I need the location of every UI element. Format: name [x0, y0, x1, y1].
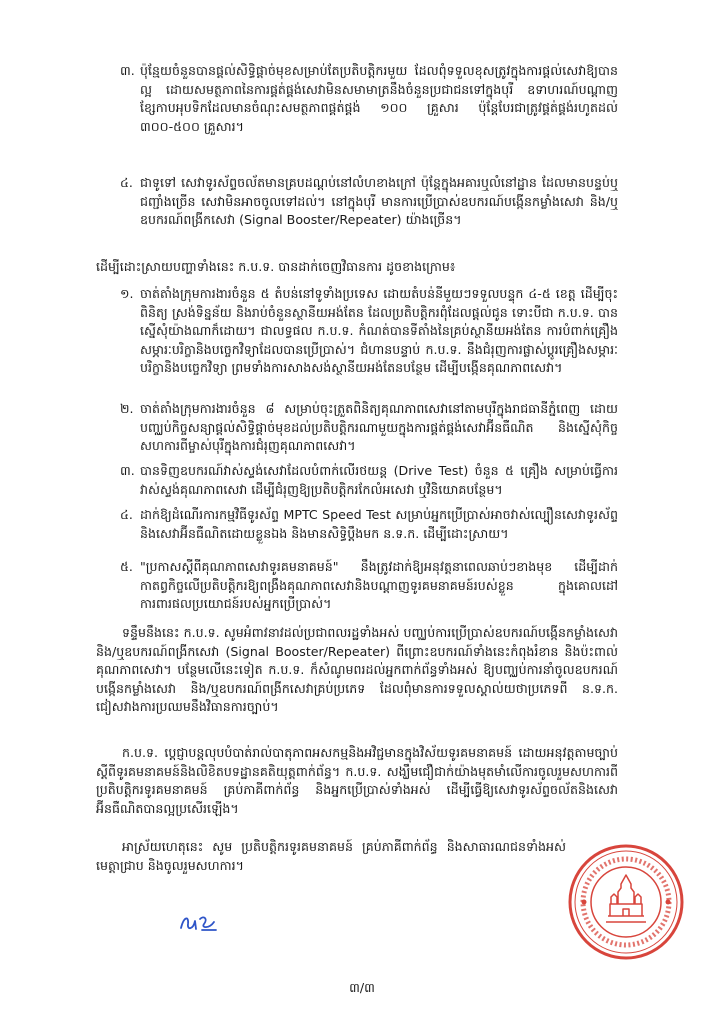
paragraph-commitment: ក.ប.ទ. ប្តេជ្ញាបន្តលុបបំបាត់រាល់បាតុភាពអសកម្មនិងអវិជ្ជមានក្នុងវិស័យទូរគមនាគមន៍ ដោយអនុវត្តតាមច្បាប់ស្តីពីទូរគមនាគមន៍និងលិខិតបទដ្ឋានគតិយុត្តពាក់ព័ន្ធ។ ក.ប.ទ. សង្ឃឹមជឿជាក់យ៉ាងមុតមាំលើការចូលរួមសហការពីប្រតិបត្តិករទូរគមនាគមន៍ គ្រប់ភាគីពាក់ព័ន្ធ និងអ្នកប្រើប្រាស់ទាំងអស់ ដើម្បីធ្វើឱ្យសេវាទូរស័ព្ទចល័តនិងសេវាអ៊ីនធឺណិតបានល្អប្រសើរឡើង។: [96, 745, 618, 816]
measures-intro: ដើម្បីដោះស្រាយបញ្ហាទាំងនេះ ក.ប.ទ. បានដាក់ចេញវិធានការ ដូចខាងក្រោម៖: [96, 259, 456, 274]
page-number: ៣/៣: [349, 980, 375, 995]
list2-item-5-text: "ប្រកាសស្តីពីគុណភាពសេវាទូរគមនាគមន៍" នឹងត្រូវដាក់ឱ្យអនុវត្តនាពេលឆាប់ៗខាងមុខ ដើម្បីដាក់កាតព្វកិច្ចលើប្រតិបត្តិករឱ្យពង្រឹងគុណភាពសេវានិងបណ្តាញទូរគមនាគមន៍របស់ខ្លួន ក្នុងគោលដៅការពារផលប្រយោជន៍របស់អ្នកប្រើប្រាស់។: [140, 559, 618, 612]
list2-item-1-number: ១.: [120, 286, 134, 301]
list1-item-3-number: ៣.: [120, 63, 135, 78]
list2-item-1-text: ចាត់តាំងក្រុមការងារចំនួន ៥ តំបន់នៅទូទាំងប្រទេស ដោយតំបន់នីមួយៗទទួលបន្ទុក ៤-៥ ខេត្ត ដើម្បីចុះពិនិត្យ ស្រង់ទិន្នន័យ និងរាប់ចំនួនស្ថានីយអង់តែន ដែលប្រតិបត្តិករពុំដែលផ្តល់ជូន ទោះបីជា ក.ប.ទ. បានស្នើសុំយ៉ាងណាក៏ដោយ។ ជាលទ្ធផល ក.ប.ទ. កំណត់បានទីតាំងនៃគ្រប់ស្ថានីយអង់តែន ការបំពាក់គ្រឿងសម្ភារៈបរិក្ខានិងបច្ចេកវិទ្យាដែលបានប្រើប្រាស់។ ជំហានបន្ទាប់ ក.ប.ទ. នឹងជំរុញការផ្លាស់ប្តូរគ្រឿងសម្ភារៈបរិក្ខានិងបច្ចេកវិទ្យា ព្រមទាំងការសាងសង់ស្ថានីយអង់តែនបន្ថែម ដើម្បីបង្កើនគុណភាពសេវា។: [140, 286, 618, 376]
paragraph-appeal: ទន្ទឹមនឹងនេះ ក.ប.ទ. សូមអំពាវនាវដល់ប្រជាពលរដ្ឋទាំងអស់ បញ្ឈប់ការប្រើប្រាស់ឧបករណ៍បង្កើនកម្លាំងសេវា និង/ឬឧបករណ៍ពង្រីកសេវា (Signal Booster/Repeater) ពីព្រោះឧបករណ៍ទាំងនេះកំពុងរំខាន និងប៉ះពាល់គុណភាពសេវា។ បន្ថែមលើនេះទៀត ក.ប.ទ. ក៏សំណូមពរដល់អ្នកពាក់ព័ន្ធទាំងអស់ ឱ្យបញ្ឈប់ការនាំចូលឧបករណ៍បង្កើនកម្លាំងសេវា និង/ឬឧបករណ៍ពង្រីកសេវាគ្រប់ប្រភេទ ដែលពុំមានការទទួលស្គាល់យថាប្រភេទពី ន.ទ.ក. ជៀសវាងការប្រឈមនឹងវិធានការច្បាប់។: [96, 625, 618, 715]
list1-item-4-number: ៤.: [120, 175, 133, 190]
signature-mark: [178, 912, 220, 934]
official-seal-icon: [566, 842, 686, 962]
list2-item-3-text: បានទិញឧបករណ៍វាស់ស្ទង់សេវាដែលបំពាក់លើរថយន្ត (Drive Test) ចំនួន ៥ គ្រឿង សម្រាប់ធ្វើការវាស់ស្ទង់គុណភាពសេវា ដើម្បីជំរុញឱ្យប្រតិបត្តិករកែលំអសេវា ឬវិនិយោគបន្ថែម។: [140, 463, 618, 497]
list1-item-4-text: ជាទូទៅ សេវាទូរស័ព្ទចល័តមានគ្របដណ្តប់នៅលំហខាងក្រៅ ប៉ុន្តែក្នុងអគារឬលំនៅដ្ឋាន ដែលមានបន្ទប់ឬជញ្ជាំងច្រើន សេវាមិនអាចចូលទៅដល់។ នៅក្នុងបុរី មានការប្រើប្រាស់ឧបករណ៍បង្កើនកម្លាំងសេវា និង/ឬឧបករណ៍ពង្រីកសេវា (Signal Booster/Repeater) យ៉ាងច្រើន។: [140, 175, 618, 228]
list2-item-2-number: ២.: [120, 401, 134, 416]
list2-item-3-number: ៣.: [120, 463, 135, 478]
list1-item-3-text: ប៉ុន្មែយចំនួនបានផ្តល់សិទ្ធិផ្តាច់មុខសម្រាប់តែប្រតិបត្តិករមួយ ដែលពុំទទួលខុសត្រូវក្នុងការផ្តល់សេវាឱ្យបានល្អ ដោយសមត្ថភាពនៃការផ្គត់ផ្គង់សេវាមិនសមាមាត្រនឹងចំនួនប្រជាជនទៅក្នុងបុរី ឧទាហរណ៍បណ្តាញខ្សែកាបអុបទិកដែលមានចំណុះសមត្ថភាពផ្គត់ផ្គង់ ១០០ គ្រួសារ ប៉ុន្តែបែរជាត្រូវផ្គត់ផ្គង់រហូតដល់ ៣០០-៥០០ គ្រួសារ។: [140, 63, 618, 134]
paragraph-conclusion: អាស្រ័យហេតុនេះ សូម ប្រតិបត្តិករទូរគមនាគមន៍ គ្រប់ភាគីពាក់ព័ន្ធ និងសាធារណជនទាំងអស់ មេត្តាជ្រាប និងចូលរួមសហការ។: [96, 839, 566, 873]
list2-item-2-text: ចាត់តាំងក្រុមការងារចំនួន ៨ សម្រាប់ចុះត្រួតពិនិត្យគុណភាពសេវានៅតាមបុរីក្នុងរាជធានីភ្នំពេញ ដោយបញ្ឈប់កិច្ចសន្យាផ្តល់សិទ្ធិផ្តាច់មុខដល់ប្រតិបត្តិករណាមួយក្នុងការផ្គត់ផ្គង់សេវាអ៊ីនធឺណិត និងស្នើសុំកិច្ចសហការពីម្ចាស់បុរីក្នុងការជំរុញគុណភាពសេវា។: [140, 401, 618, 454]
list2-item-4-number: ៤.: [120, 507, 133, 522]
list2-item-4-text: ដាក់ឱ្យដំណើរការកម្មវិធីទូរស័ព្ទ MPTC Speed Test សម្រាប់អ្នកប្រើប្រាស់អាចវាស់ល្បឿនសេវាទូរស័ព្ទនិងសេវាអ៊ីនធឺណិតដោយខ្លួនឯង និងមានសិទ្ធិប្តឹងមក ន.ទ.ក. ដើម្បីដោះស្រាយ។: [140, 507, 618, 541]
list2-item-5-number: ៥.: [120, 559, 133, 574]
